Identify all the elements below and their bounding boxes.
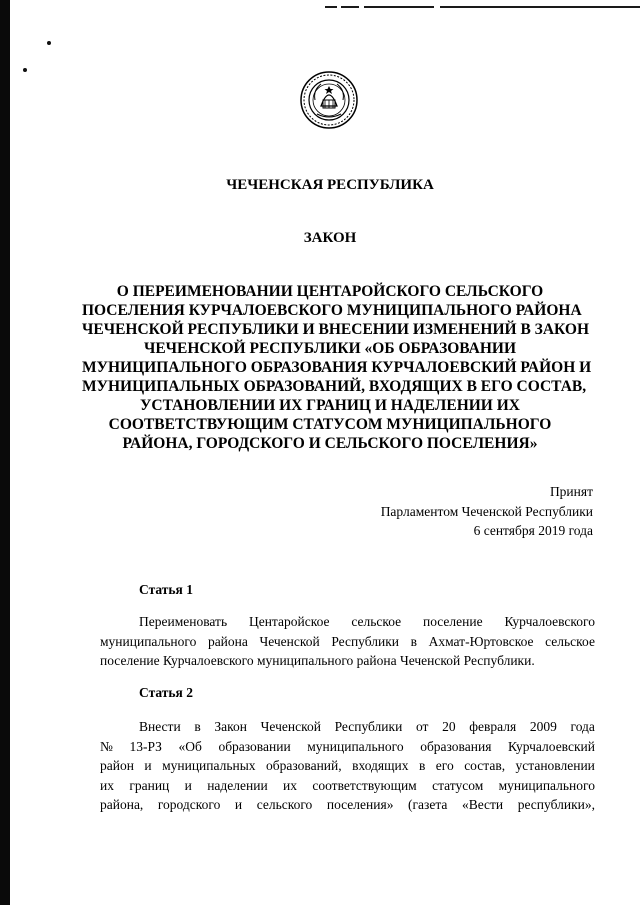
word: Чеченской bbox=[260, 719, 321, 734]
law-title-line: МУНИЦИПАЛЬНОГО ОБРАЗОВАНИЯ КУРЧАЛОЕВСКИЙ РАЙОН И bbox=[82, 359, 592, 376]
word: границ bbox=[129, 777, 170, 793]
text-line bbox=[100, 632, 595, 652]
word: их bbox=[283, 777, 298, 793]
text-line bbox=[100, 717, 595, 737]
word: входящих bbox=[352, 758, 409, 773]
word: установлении bbox=[515, 758, 595, 773]
word: поселения» bbox=[326, 797, 394, 812]
text-line bbox=[100, 737, 595, 757]
word: в bbox=[194, 719, 201, 734]
scan-edge-bar bbox=[0, 0, 10, 905]
word: Переименовать bbox=[139, 614, 228, 629]
word: сельского bbox=[256, 797, 313, 812]
word: Закон bbox=[214, 719, 247, 734]
word: район bbox=[100, 758, 134, 773]
word: и bbox=[234, 797, 243, 812]
word: Республики bbox=[331, 633, 400, 649]
scan-top-line bbox=[440, 6, 640, 8]
law-title bbox=[82, 282, 592, 453]
word: «Вести bbox=[461, 797, 504, 812]
word: Республики bbox=[334, 719, 403, 734]
word: 13-РЗ bbox=[129, 738, 162, 754]
scan-top-line bbox=[364, 6, 434, 8]
law-title-line: СООТВЕТСТВУЮЩИМ СТАТУСОМ МУНИЦИПАЛЬНОГО bbox=[108, 416, 552, 433]
doc-type-heading: ЗАКОН bbox=[303, 230, 357, 246]
word: сельское bbox=[351, 614, 402, 629]
word: муниципального bbox=[100, 633, 197, 649]
adoption-label: Принят bbox=[549, 484, 593, 499]
word: образования bbox=[420, 738, 492, 754]
word: поселение bbox=[422, 614, 483, 629]
word: и bbox=[144, 758, 152, 773]
word: Ахмат-Юртовское bbox=[428, 633, 534, 649]
word: Курчалоевский bbox=[507, 738, 595, 754]
word: наделении bbox=[207, 777, 268, 793]
coat-of-arms-icon bbox=[299, 70, 359, 130]
word: района, bbox=[100, 797, 144, 812]
word: Внести bbox=[139, 719, 181, 734]
word: республики», bbox=[517, 797, 595, 812]
word: сельское bbox=[545, 633, 595, 649]
text-line bbox=[100, 612, 595, 632]
word: в bbox=[418, 758, 426, 773]
article-2-text bbox=[100, 717, 595, 815]
article-1-heading: Статья 1 bbox=[139, 582, 193, 597]
word: (газета bbox=[408, 797, 448, 812]
word: образований, bbox=[266, 758, 342, 773]
word: статусом bbox=[432, 777, 484, 793]
word: муниципального bbox=[498, 777, 595, 793]
word: и bbox=[184, 777, 192, 793]
law-title-line: РАЙОНА, ГОРОДСКОГО И СЕЛЬСКОГО ПОСЕЛЕНИЯ» bbox=[122, 435, 538, 452]
adoption-date: 6 сентября 2019 года bbox=[473, 523, 593, 538]
word: состав, bbox=[464, 758, 506, 773]
adoption-block bbox=[381, 482, 593, 541]
word: «Об bbox=[178, 738, 202, 754]
scan-dot bbox=[47, 41, 51, 45]
word: соответствующим bbox=[312, 777, 417, 793]
law-title-line: О ПЕРЕИМЕНОВАНИИ ЦЕНТАРОЙСКОГО СЕЛЬСКОГО bbox=[116, 283, 544, 300]
word: от bbox=[415, 719, 429, 734]
word: в bbox=[410, 633, 417, 649]
law-title-line: ЧЕЧЕНСКОЙ РЕСПУБЛИКИ «ОБ ОБРАЗОВАНИИ bbox=[143, 340, 517, 357]
scan-top-line bbox=[325, 6, 337, 8]
article-2-heading: Статья 2 bbox=[139, 685, 193, 700]
adoption-body: Парламентом Чеченской Республики bbox=[380, 503, 593, 519]
scan-dot bbox=[23, 68, 27, 72]
text-line: поселение Курчалоевского муниципального района Чеченской Республики. bbox=[100, 653, 535, 668]
word: их bbox=[100, 777, 114, 793]
text-line bbox=[100, 756, 595, 776]
word: № bbox=[100, 738, 113, 754]
text-line bbox=[100, 776, 595, 796]
text-line bbox=[100, 795, 595, 815]
word: образовании bbox=[218, 738, 291, 754]
word: муниципальных bbox=[162, 758, 256, 773]
law-title-line: УСТАНОВЛЕНИИ ИХ ГРАНИЦ И НАДЕЛЕНИИ ИХ bbox=[140, 397, 520, 414]
scan-top-line bbox=[341, 6, 359, 8]
word: года bbox=[570, 719, 595, 734]
word: его bbox=[435, 758, 454, 773]
article-1-text bbox=[100, 612, 595, 671]
republic-heading: ЧЕЧЕНСКАЯ РЕСПУБЛИКА bbox=[226, 177, 434, 193]
word: Центаройское bbox=[248, 614, 330, 629]
word: 20 bbox=[442, 719, 456, 734]
word: муниципального bbox=[307, 738, 404, 754]
law-title-line: МУНИЦИПАЛЬНЫХ ОБРАЗОВАНИЙ, ВХОДЯЩИХ В ЕГО СОСТАВ, bbox=[82, 378, 587, 395]
word: района bbox=[207, 633, 248, 649]
word: городского bbox=[157, 797, 221, 812]
word: Чеченской bbox=[259, 633, 320, 649]
word: Курчалоевского bbox=[504, 614, 595, 629]
law-title-line: ПОСЕЛЕНИЯ КУРЧАЛОЕВСКОГО МУНИЦИПАЛЬНОГО РАЙОНА bbox=[82, 302, 582, 319]
law-title-line: ЧЕЧЕНСКОЙ РЕСПУБЛИКИ И ВНЕСЕНИИ ИЗМЕНЕНИЙ В ЗАКОН bbox=[82, 321, 590, 338]
word: 2009 bbox=[529, 719, 557, 734]
word: февраля bbox=[469, 719, 517, 734]
